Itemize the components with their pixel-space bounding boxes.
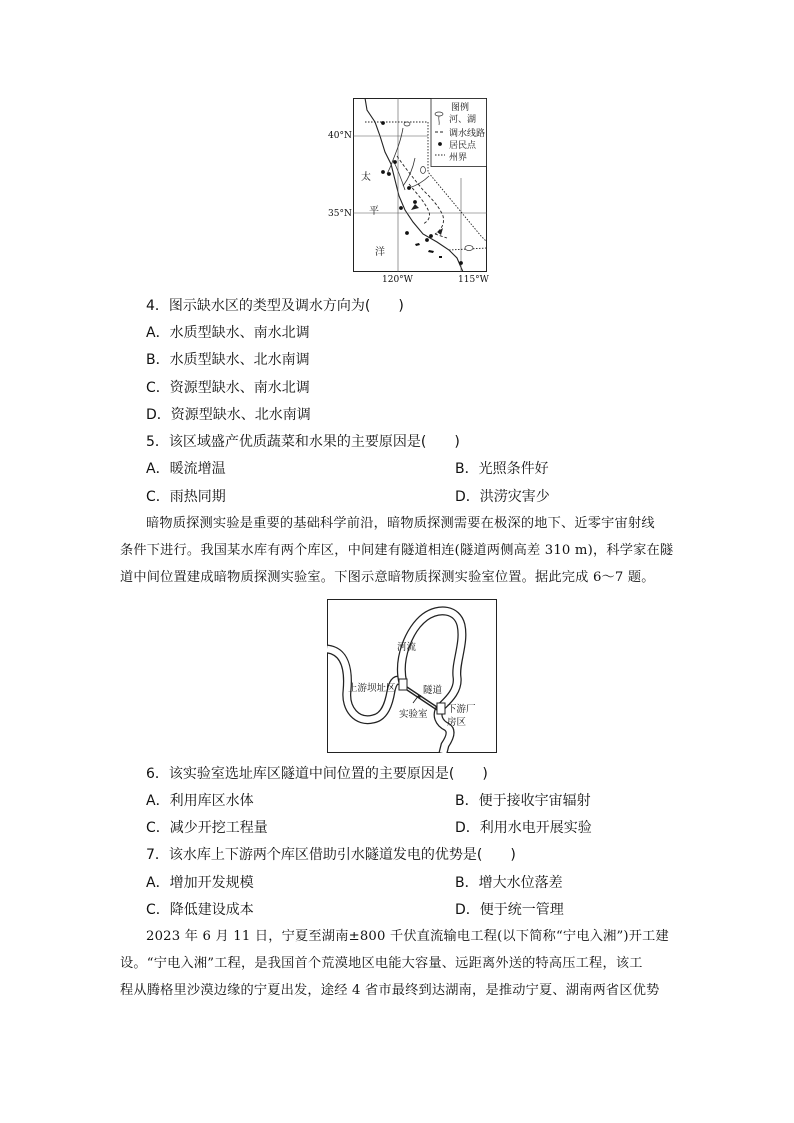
label-laboratory: 实验室 xyxy=(399,709,428,720)
q6-option-b: B．便于接收宇宙辐射 xyxy=(455,793,591,809)
label-river: 河流 xyxy=(397,642,417,653)
label-tunnel: 隧道 xyxy=(423,685,443,696)
q7-stem: 7．该水库上下游两个库区借助引水隧道发电的优势是( ) xyxy=(146,847,516,863)
label-downstream-2: 房区 xyxy=(447,717,467,728)
latitude-label-40n: 40°N xyxy=(328,131,352,141)
q6-stem: 6．该实验室选址库区隧道中间位置的主要原因是( ) xyxy=(146,766,488,782)
q5-option-c: C．雨热同期 xyxy=(146,489,226,505)
passage1-line-1: 暗物质探测实验是重要的基础科学前沿，暗物质探测需要在极深的地下、近零宇宙射线 xyxy=(146,516,655,531)
label-upstream-dam-area: 上游坝址区 xyxy=(348,683,396,694)
ocean-label-ping: 平 xyxy=(369,206,379,217)
q6-option-a: A．利用库区水体 xyxy=(146,793,254,809)
q5-option-a: A．暖流增温 xyxy=(146,461,226,477)
q7-option-b: B．增大水位落差 xyxy=(455,875,563,891)
legend-item-state-border: 州界 xyxy=(449,153,468,163)
passage2-line-2: 设。“宁电入湘”工程，是我国首个荒漠地区电能大容量、远距离外送的特高压工程，该工 xyxy=(120,956,643,971)
label-downstream-1: 下游厂 xyxy=(447,704,476,715)
q7-option-a: A．增加开发规模 xyxy=(146,875,254,891)
q6-option-d: D．利用水电开展实验 xyxy=(455,820,592,836)
reservoir-tunnel-map xyxy=(327,599,497,753)
reservoir-map-graphic xyxy=(327,599,497,753)
passage2-line-1: 2023 年 6 月 11 日，宁夏至湖南±800 千伏直流输电工程(以下简称“宁电入湘”)开工建 xyxy=(146,929,669,944)
q4-stem: 4．图示缺水区的类型及调水方向为( ) xyxy=(146,298,404,314)
q4-option-c: C．资源型缺水、南水北调 xyxy=(146,380,310,396)
passage2-line-3: 程从腾格里沙漠边缘的宁夏出发，途经 4 省市最终到达湖南，是推动宁夏、湖南两省区优势 xyxy=(120,983,660,998)
q7-option-d: D．便于统一管理 xyxy=(455,902,564,918)
q4-option-a: A．水质型缺水、南水北调 xyxy=(146,325,310,341)
q5-option-d: D．洪涝灾害少 xyxy=(455,489,550,505)
california-water-map xyxy=(353,98,487,272)
longitude-label-120w: 120°W xyxy=(382,275,413,285)
q7-option-c: C．降低建设成本 xyxy=(146,902,254,918)
passage1-line-3: 道中间位置建成暗物质探测实验室。下图示意暗物质探测实验室位置。据此完成 6～7 题。 xyxy=(120,570,655,585)
legend-item-river-lake: 河、湖 xyxy=(449,115,477,125)
q6-option-c: C．减少开挖工程量 xyxy=(146,820,268,836)
ocean-label-tai: 太 xyxy=(361,172,371,183)
q5-option-b: B．光照条件好 xyxy=(455,461,549,477)
legend-title: 图例 xyxy=(451,103,470,113)
ocean-label-yang: 洋 xyxy=(375,247,385,258)
q4-option-b: B．水质型缺水、北水南调 xyxy=(146,352,310,368)
longitude-label-115w: 115°W xyxy=(458,275,489,285)
passage1-line-2: 条件下进行。我国某水库有两个库区，中间建有隧道相连(隧道两侧高差 310 m)，科学家在隧 xyxy=(120,543,674,558)
legend-item-settlement: 居民点 xyxy=(449,141,477,151)
q5-stem: 5．该区域盛产优质蔬菜和水果的主要原因是( ) xyxy=(146,434,460,450)
legend-item-diversion: 调水线路 xyxy=(449,129,486,139)
q4-option-d: D．资源型缺水、北水南调 xyxy=(146,407,311,423)
latitude-label-35n: 35°N xyxy=(328,209,352,219)
